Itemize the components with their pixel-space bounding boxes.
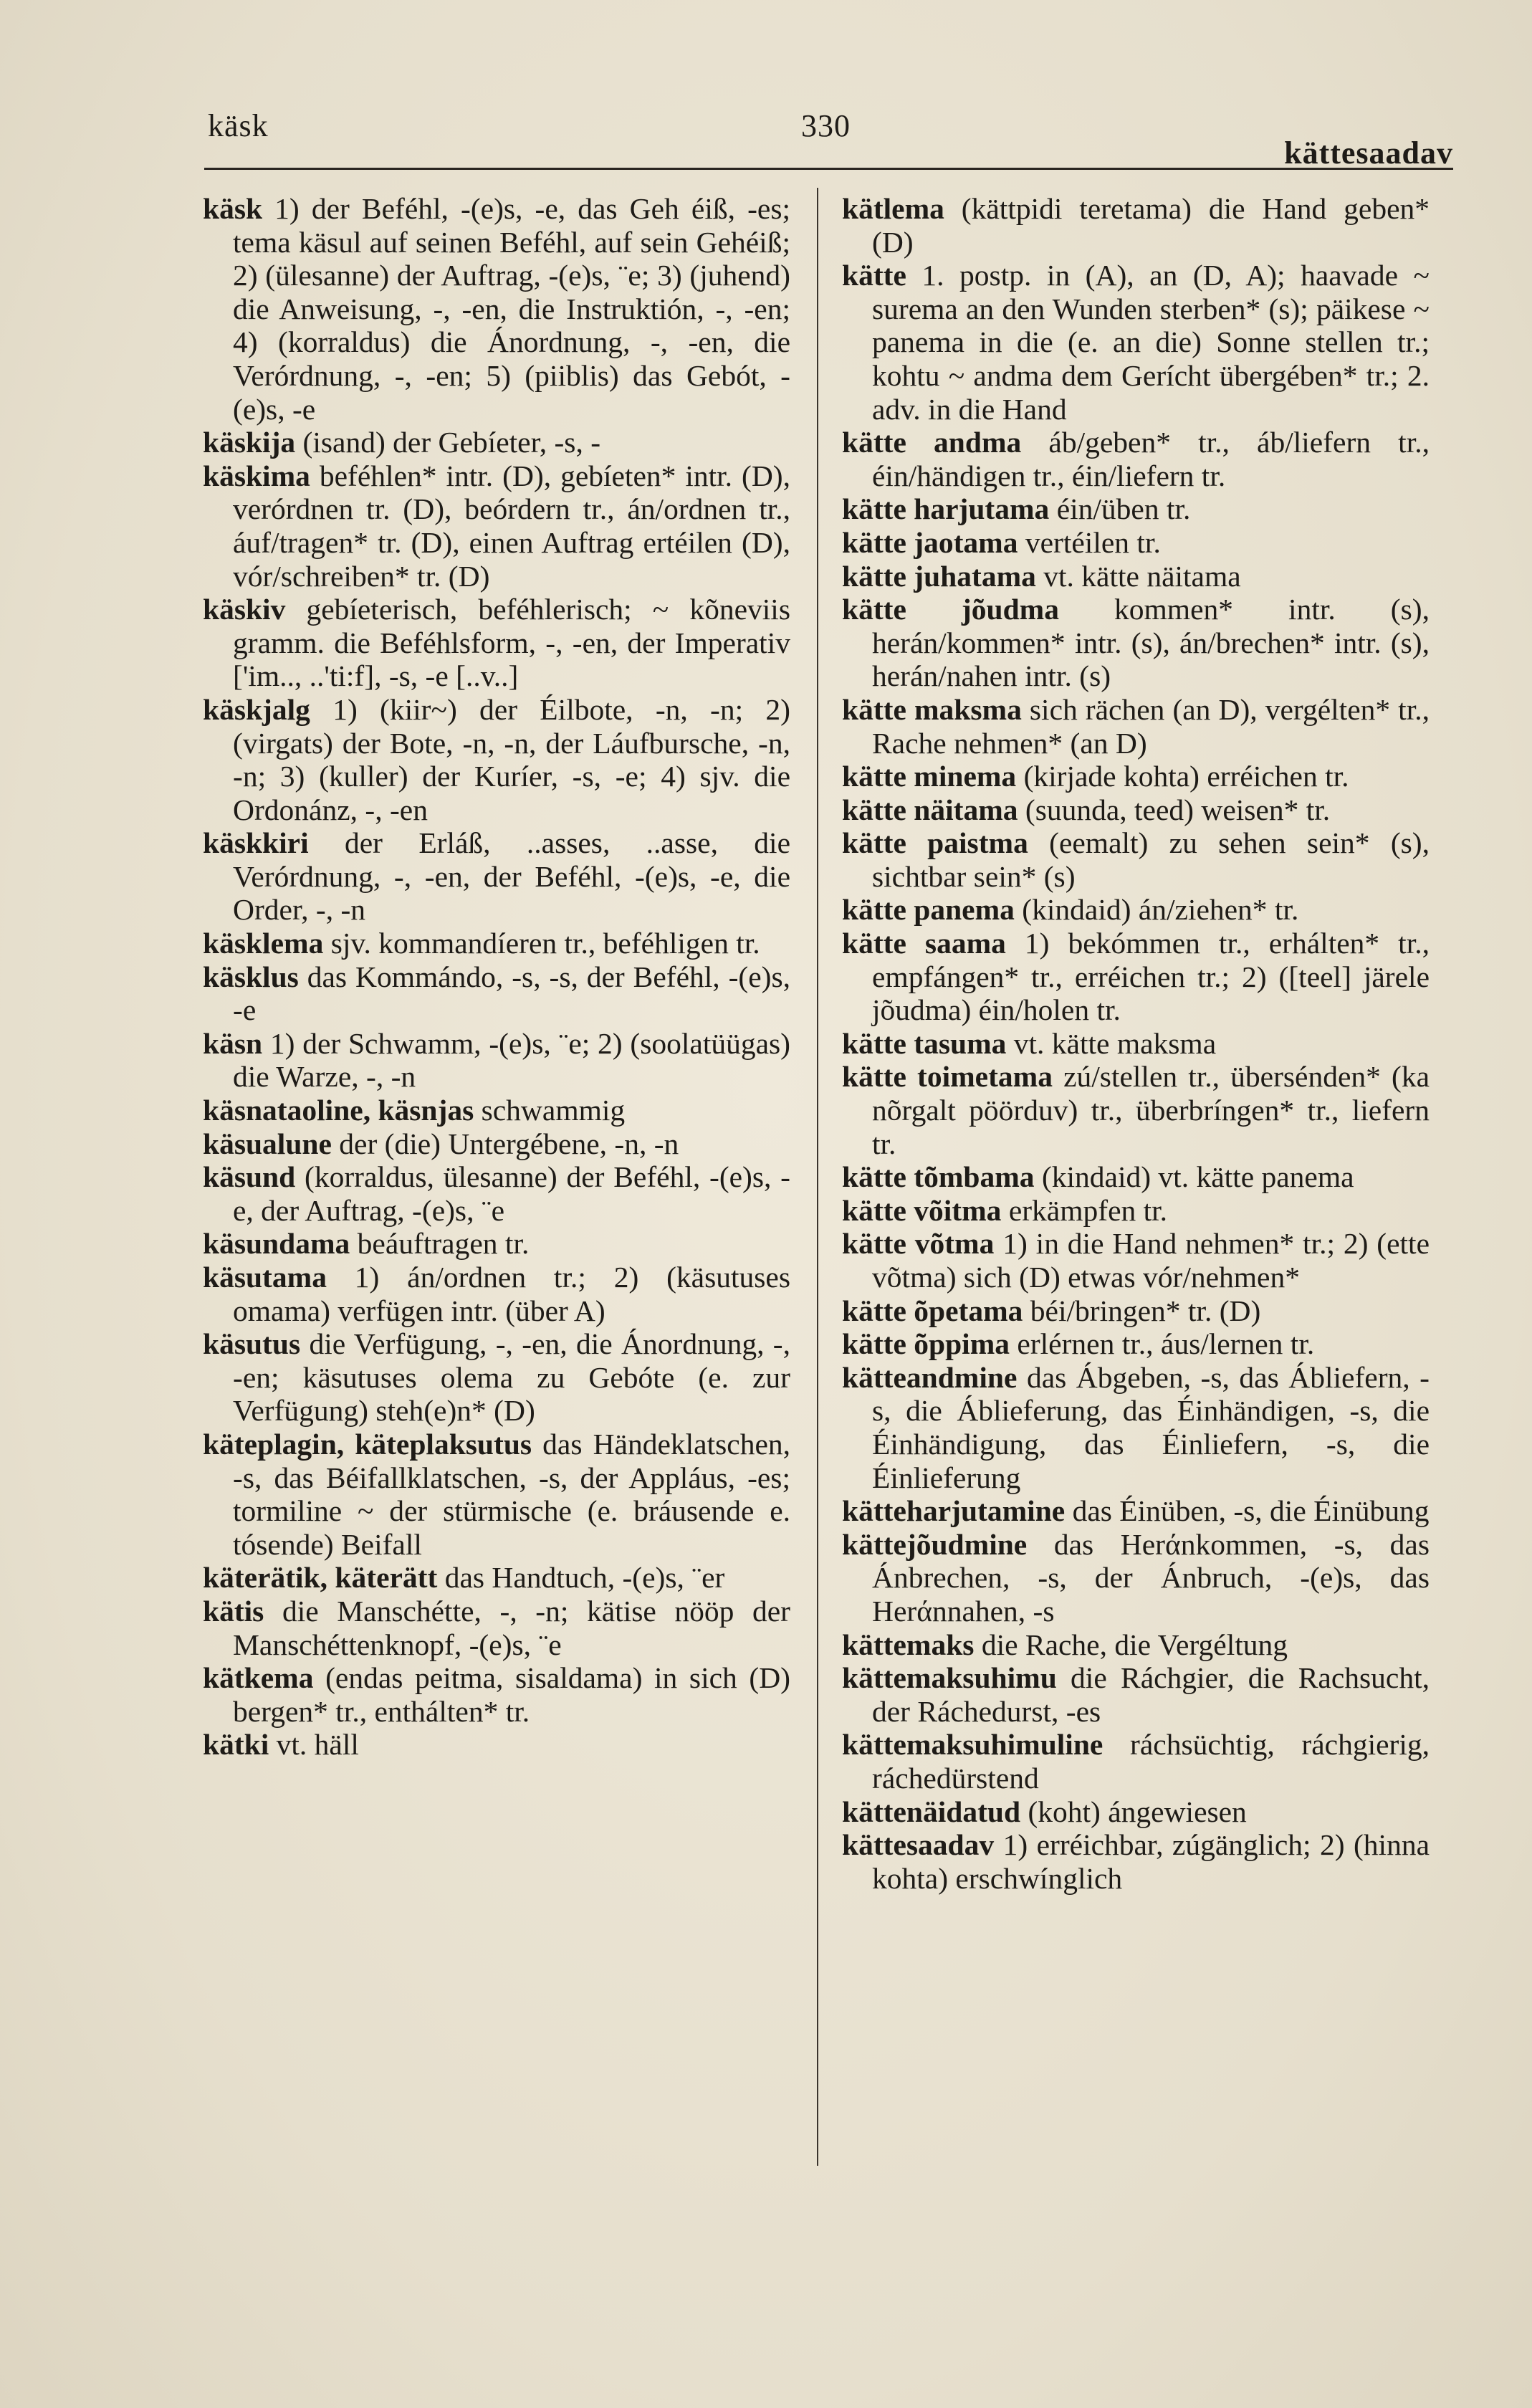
dictionary-entry (203, 927, 790, 960)
dictionary-entry (842, 893, 1430, 927)
entry-headword: käskiv (203, 593, 286, 626)
entry-headword: kätte õppima (842, 1327, 1010, 1361)
entry-headword: käsnataoline, käsnjas (203, 1094, 474, 1127)
entry-headword: kätte juhatama (842, 559, 1036, 593)
entry-definition: vt. kätte näitama (1035, 559, 1241, 593)
entry-definition: erkämpfen tr. (1001, 1193, 1168, 1227)
entry-headword: kätte paistma (842, 826, 1028, 860)
entry-headword: kättemaks (842, 1628, 975, 1661)
dictionary-entry (842, 1160, 1430, 1194)
dictionary-entry (203, 1661, 790, 1728)
entry-definition: das Händeklatschen, -s, das Béifallklatschen, -s, der Appláus, -es; tormiline ~ der stürmische (e. bráusende e. tósende) Beifall (233, 1427, 790, 1561)
entry-definition: sjv. kommandíeren tr., beféhligen tr. (323, 927, 760, 960)
entry-headword: kätte näitama (842, 793, 1018, 826)
entry-headword: kätte toimetama (842, 1060, 1053, 1094)
entry-headword: kättejõudmine (842, 1527, 1028, 1561)
entry-definition: die Ráchgier, die Rachsucht, der Ráchedurst, -es (872, 1661, 1430, 1728)
dictionary-entry (842, 1828, 1430, 1895)
entry-definition: beáuftragen tr. (350, 1227, 530, 1261)
entry-headword: kätte jõudma (842, 593, 1059, 626)
entry-headword: käsklema (203, 927, 324, 960)
right-column (842, 192, 1430, 1895)
entry-definition: die Rache, die Vergéltung (974, 1628, 1288, 1661)
dictionary-entry (842, 259, 1430, 426)
entry-definition: (endas peitma, sisaldama) in sich (D) bergen* tr., enthálten* tr. (233, 1661, 790, 1728)
dictionary-entry (203, 1428, 790, 1561)
entry-definition: vt. kätte maksma (1006, 1026, 1217, 1060)
entry-definition: die Verfügung, -, -en, die Ánordnung, -, -en; käsutuses olema zu Gebóte (e. zur Verfügung) steh(e)n* (D) (233, 1327, 790, 1428)
entry-definition: die Manschétte, -, -n; kätise nööp der Manschéttenknopf, -(e)s, ¨e (233, 1594, 790, 1661)
entry-definition: der Erláß, ..asses, ..asse, die Verórdnung, -, -en, der Beféhl, -(e)s, -e, die Order, -, -n (233, 826, 790, 927)
entry-definition: vt. häll (269, 1728, 359, 1762)
dictionary-entry (203, 426, 790, 459)
entry-definition: 1) in die Hand nehmen* tr.; 2) (ette võtma) sich (D) etwas vór/nehmen* (872, 1227, 1430, 1294)
entry-definition: 1. postp. in (A), an (D, A); haavade ~ surema an den Wunden sterben* (s); päikese ~ panema in die (e. an die) Sonne stellen tr.; kohtu ~ andma dem Gerícht übergében* tr.; 2. adv. in die Hand (872, 259, 1430, 426)
entry-headword: käsn (203, 1026, 263, 1060)
dictionary-entry (842, 426, 1430, 492)
entry-definition: das Kommándo, -s, -s, der Beféhl, -(e)s, -e (233, 960, 790, 1027)
entry-definition: 1) (kiir~) der Éilbote, -n, -n; 2) (virgats) der Bote, -n, -n, der Láufbursche, -n, -n; 3) (kuller) der Kuríer, -s, -e; 4) sjv. die Ordonánz, -, -en (233, 692, 790, 826)
entry-definition: (suunda, teed) weisen* tr. (1018, 793, 1331, 826)
dictionary-entry (842, 192, 1430, 259)
dictionary-entry (203, 1327, 790, 1428)
dictionary-entry (842, 1661, 1430, 1728)
entry-definition: zú/stellen tr., übersénden* (ka nõrgalt pöörduv) tr., überbríngen* tr., liefern tr. (872, 1060, 1430, 1160)
dictionary-entry (203, 1261, 790, 1327)
entry-definition: (isand) der Gebíeter, -s, - (295, 426, 601, 459)
entry-headword: käterätik, käterätt (203, 1561, 438, 1595)
dictionary-entry (203, 192, 790, 426)
entry-definition: erlérnen tr., áus/lernen tr. (1010, 1327, 1315, 1361)
entry-definition: (eemalt) zu sehen sein* (s), sichtbar sein* (s) (872, 826, 1430, 893)
entry-definition: béi/bringen* tr. (D) (1023, 1294, 1261, 1327)
header-rule (204, 168, 1453, 170)
entry-definition: ráchsüchtig, ráchgierig, ráchedürstend (872, 1728, 1430, 1795)
entry-headword: kätte harjutama (842, 492, 1050, 526)
dictionary-entry (842, 1528, 1430, 1628)
entry-headword: kätte minema (842, 760, 1017, 793)
dictionary-entry (203, 1595, 790, 1661)
entry-definition: (kättpidi teretama) die Hand geben* (D) (872, 192, 1430, 259)
entry-definition: das Herάnkommen, -s, das Ánbrechen, -s, der Ánbruch, -(e)s, das Herάnnahen, -s (872, 1527, 1430, 1628)
entry-definition: sich rächen (an D), vergélten* tr., Rache nehmen* (an D) (872, 692, 1430, 760)
entry-definition: 1) án/ordnen tr.; 2) (käsutuses omama) verfügen intr. (über A) (233, 1261, 790, 1327)
dictionary-entry (203, 1561, 790, 1595)
entry-headword: kätte võitma (842, 1193, 1002, 1227)
dictionary-entry (203, 693, 790, 826)
entry-definition: 1) bekómmen tr., erhálten* tr., empfángen* tr., erréichen tr.; 2) ([teel] järele jõudma) éin/holen tr. (872, 927, 1430, 1027)
column-divider (817, 188, 818, 2166)
dictionary-entry (842, 593, 1430, 693)
entry-definition: 1) erréichbar, zúgänglich; 2) (hinna kohta) erschwínglich (872, 1828, 1430, 1895)
entry-definition: (kindaid) án/ziehen* tr. (1014, 893, 1299, 927)
entry-headword: kätte saama (842, 927, 1006, 960)
dictionary-entry (842, 826, 1430, 893)
entry-definition: (korraldus, ülesanne) der Beféhl, -(e)s, -e, der Auftrag, -(e)s, ¨e (233, 1160, 790, 1227)
entry-definition: 1) der Beféhl, -(e)s, -e, das Geh éiß, -es; tema käsul auf seinen Beféhl, auf sein Gehéiß; 2) (ülesanne) der Auftrag, -(e)s, ¨e; 3) (juhend) die Anweisung, -, -en, die Instruktión, -, -en; 4) (korraldus) die Ánordnung, -, -en, die Verórdnung, -, -en; 5) (piiblis) das Gebót, -(e)s, -e (233, 192, 790, 426)
entry-headword: kätteandmine (842, 1360, 1018, 1394)
entry-definition: das Ábgeben, -s, das Ábliefern, -s, die Áblieferung, das Éinhändigen, -s, die Éinhändigung, das Éinliefern, -s, die Éinlieferung (872, 1360, 1430, 1494)
dictionary-entry (842, 1060, 1430, 1160)
page-number: 330 (801, 108, 851, 143)
dictionary-entry (203, 960, 790, 1027)
dictionary-entry (203, 1027, 790, 1094)
dictionary-entry (203, 1127, 790, 1161)
dictionary-entry (842, 526, 1430, 560)
entry-headword: käskima (203, 459, 310, 492)
entry-headword: kätteharjutamine (842, 1494, 1066, 1528)
entry-definition: gebíeterisch, beféhlerisch; ~ kõneviis gramm. die Beféhlsform, -, -en, der Imperativ ['im.., ..'ti:f], -s, -e [..v..] (233, 593, 790, 693)
entry-headword: käsualune (203, 1127, 332, 1160)
dictionary-entry (203, 459, 790, 593)
entry-headword: kättemaksuhimuline (842, 1728, 1103, 1762)
entry-headword: käsund (203, 1160, 296, 1194)
entry-headword: käskija (203, 426, 296, 459)
entry-headword: kätlema (842, 192, 944, 225)
entry-headword: kättesaadav (842, 1828, 995, 1862)
entry-headword: käsutama (203, 1261, 327, 1294)
dictionary-entry (842, 1227, 1430, 1294)
dictionary-entry (203, 593, 790, 693)
dictionary-entry (842, 492, 1430, 526)
entry-headword: kätte õpetama (842, 1294, 1023, 1327)
entry-headword: kätte võtma (842, 1227, 995, 1261)
entry-definition: (kindaid) vt. kätte panema (1034, 1160, 1354, 1194)
dictionary-entry (842, 1795, 1430, 1829)
dictionary-entry (203, 1227, 790, 1261)
entry-headword: käsutus (203, 1327, 301, 1361)
entry-definition: kommen* intr. (s), herán/kommen* intr. (s), án/brechen* intr. (s), herán/nahen intr. (s) (872, 593, 1430, 693)
entry-definition: éin/üben tr. (1049, 492, 1191, 526)
entry-headword: kätte panema (842, 893, 1015, 927)
dictionary-entry (842, 927, 1430, 1027)
entry-headword: kätkema (203, 1661, 314, 1695)
entry-definition: 1) der Schwamm, -(e)s, ¨e; 2) (soolatüügas) die Warze, -, -n (233, 1026, 790, 1094)
entry-headword: kätte tõmbama (842, 1160, 1035, 1194)
header-guide-word-left: käsk (208, 108, 269, 143)
entry-definition: (kirjade kohta) erréichen tr. (1016, 760, 1349, 793)
entry-headword: kätki (203, 1728, 269, 1762)
entry-definition: das Handtuch, -(e)s, ¨er (437, 1561, 725, 1595)
dictionary-entry (842, 1628, 1430, 1662)
dictionary-entry (842, 693, 1430, 760)
entry-headword: käsk (203, 192, 263, 225)
entry-definition: (koht) ángewiesen (1020, 1795, 1247, 1828)
dictionary-entry (842, 560, 1430, 593)
entry-headword: käskkiri (203, 826, 309, 860)
entry-headword: käsklus (203, 960, 299, 993)
entry-definition: das Éinüben, -s, die Éinübung (1065, 1494, 1430, 1528)
dictionary-entry (842, 1494, 1430, 1528)
entry-headword: käteplagin, käteplaksutus (203, 1427, 532, 1461)
entry-headword: kättenäidatud (842, 1795, 1021, 1828)
header-guide-word-right: kättesaadav (1284, 135, 1453, 171)
entry-definition: schwammig (474, 1094, 626, 1127)
entry-headword: kätte tasuma (842, 1026, 1007, 1060)
entry-definition: beféhlen* intr. (D), gebíeten* intr. (D), verórdnen tr. (D), beórdern tr., án/ordnen tr., áuf/tragen* tr. (D), einen Auftrag ertéilen (D), vór/schreiben* tr. (D) (233, 459, 790, 593)
dictionary-entry (842, 1327, 1430, 1361)
dictionary-entry (203, 1160, 790, 1227)
dictionary-entry (203, 826, 790, 927)
entry-definition: vertéilen tr. (1018, 525, 1161, 559)
left-column (203, 192, 790, 1762)
entry-headword: kätte andma (842, 426, 1022, 459)
entry-headword: kätte (842, 259, 906, 292)
dictionary-entry (842, 1728, 1430, 1795)
dictionary-entry (842, 760, 1430, 793)
dictionary-entry (842, 793, 1430, 827)
entry-headword: kätis (203, 1594, 264, 1628)
dictionary-entry (203, 1094, 790, 1127)
entry-definition: áb/geben* tr., áb/liefern tr., éin/händigen tr., éin/liefern tr. (872, 426, 1430, 492)
entry-headword: kätte maksma (842, 692, 1022, 726)
entry-headword: käskjalg (203, 692, 310, 726)
dictionary-entry (842, 1361, 1430, 1494)
entry-definition: der (die) Untergébene, -n, -n (331, 1127, 679, 1160)
dictionary-entry (842, 1027, 1430, 1061)
entry-headword: kättemaksuhimu (842, 1661, 1057, 1695)
dictionary-entry (842, 1294, 1430, 1328)
dictionary-entry (842, 1194, 1430, 1228)
dictionary-entry (203, 1728, 790, 1762)
entry-headword: käsundama (203, 1227, 350, 1261)
entry-headword: kätte jaotama (842, 525, 1018, 559)
